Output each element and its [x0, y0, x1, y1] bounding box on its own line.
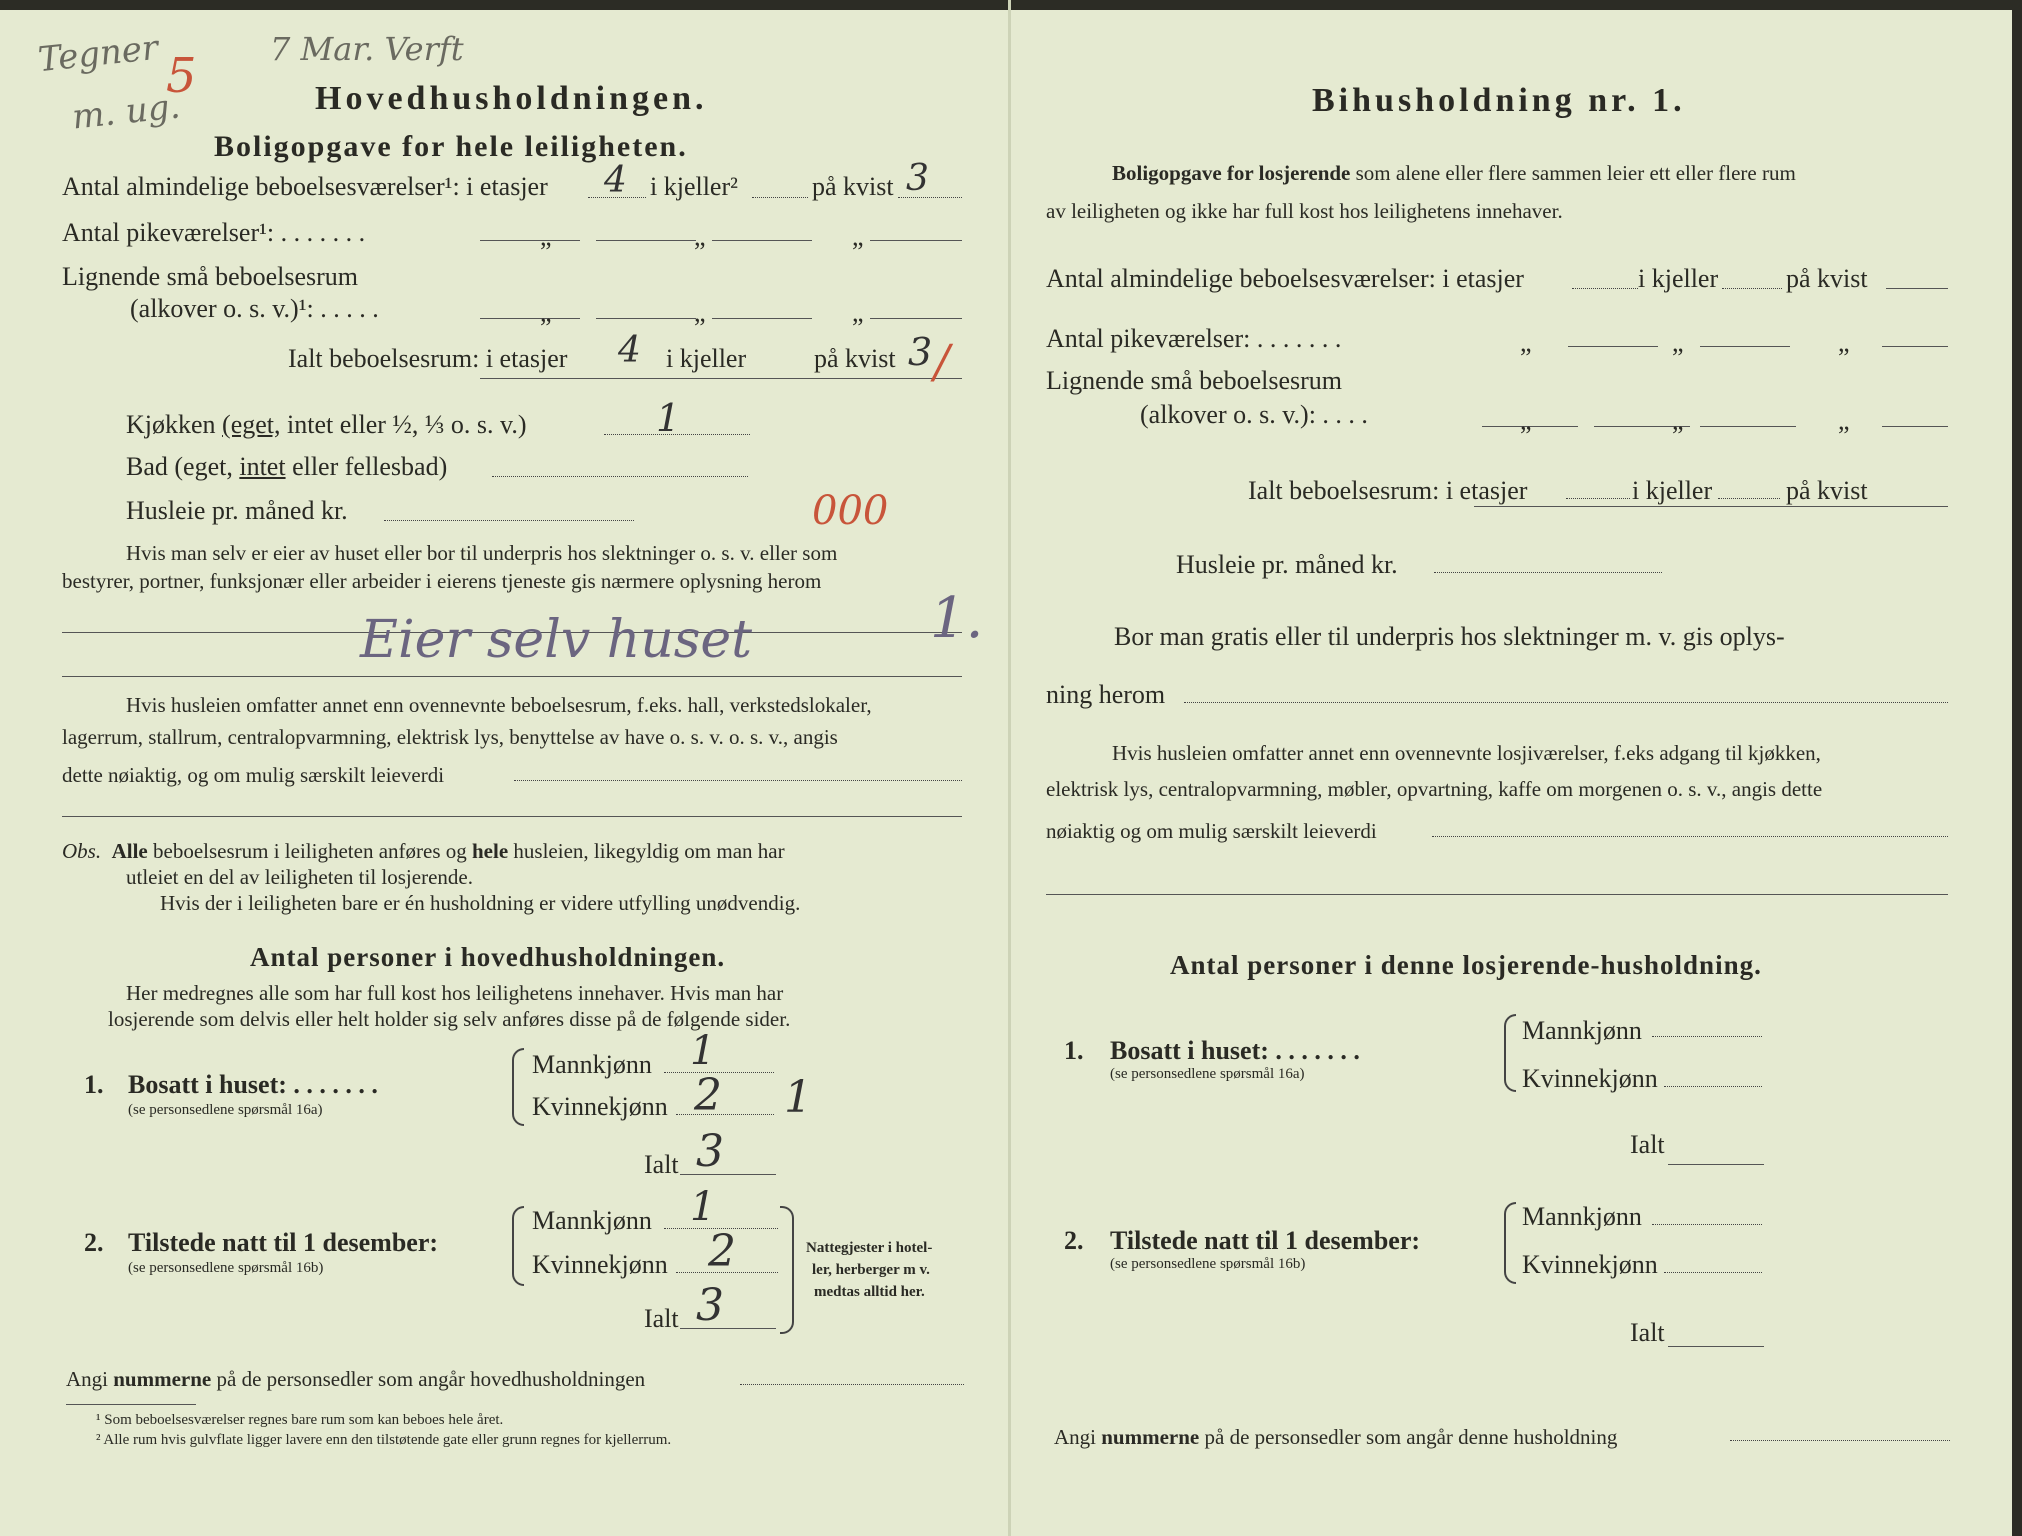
left-para2-a: Hvis husleien omfatter annet enn ovennevnte beboelsesrum, f.eks. hall, verkstedslokaler,: [126, 693, 872, 717]
left-footnote-2: ² Alle rum hvis gulvflate ligger lavere enn den tilstøtende gate eller grunn regnes for kjellerrum.: [96, 1432, 672, 1448]
right-q2-number: 2.: [1064, 1226, 1084, 1255]
left-bad-line: [492, 476, 748, 477]
right-q2-ialt-line: [1668, 1346, 1764, 1347]
right-q1-number: 1.: [1064, 1036, 1084, 1065]
scan-edge-right: [2012, 0, 2022, 1536]
right-angi-word: Angi: [1054, 1425, 1096, 1449]
left-para2-b: lagerrum, stallrum, centralopvarmning, elektrisk lys, benyttelse av have o. s. v. o. s. v., angis: [62, 725, 838, 749]
left-row2-quote-2: „: [694, 222, 706, 251]
left-obs-line-c: Hvis der i leiligheten bare er én husholdning er videre utfylling unødvendig.: [160, 891, 801, 915]
right-husleie-line: [1434, 572, 1662, 573]
right-para-c: nøiaktig og om mulig særskilt leieverdi: [1046, 819, 1377, 843]
hw-husleie-value: 000: [812, 488, 889, 534]
right-bor-line: [1184, 702, 1948, 703]
right-row2-quote-3: „: [1838, 328, 1850, 357]
left-kjokken-label: [126, 410, 527, 440]
page-fold: [1008, 0, 1011, 1536]
left-q1-label: Bosatt i huset: . . . . . . .: [128, 1070, 378, 1099]
right-q1-kvinne: Kvinnekjønn: [1522, 1064, 1658, 1093]
left-footnote-rule: [66, 1404, 196, 1405]
right-row2-etasjer-line: [1568, 346, 1658, 347]
hw-q1-mark: 1: [784, 1072, 812, 1123]
kjokken-options: intet eller ½, ⅓ o. s. v.): [287, 410, 527, 439]
left-q2-side-brace: [780, 1206, 794, 1334]
right-angi-text: på de personsedler som angår denne husholdning: [1204, 1425, 1618, 1449]
left-row3-quote-2: „: [694, 298, 706, 327]
hw-ialt-kvist-mark: /: [934, 334, 950, 388]
right-intro-b: av leiligheten og ikke har full kost hos leilighetens innehaver.: [1046, 199, 1563, 223]
handwritten-note-tegner: Tegner: [36, 27, 160, 81]
right-ialt-kjeller: i kjeller: [1632, 476, 1713, 505]
right-row1-kjeller: i kjeller: [1638, 264, 1719, 293]
left-angi-line: [66, 1366, 645, 1392]
right-q2-sub: (se personsedlene spørsmål 16b): [1110, 1256, 1306, 1272]
left-persons-b: losjerende som delvis eller helt holder sig selv anføres disse på de følgende sider.: [108, 1007, 791, 1031]
left-husleie-label: Husleie pr. måned kr.: [126, 496, 348, 525]
left-row3-kvist-line: [870, 318, 962, 319]
right-ialt-etasjer-line: [1566, 498, 1630, 499]
left-row1-kjeller: i kjeller²: [650, 172, 738, 201]
left-q2-label: Tilstede natt til 1 desember:: [128, 1228, 439, 1257]
hw-eier-note: Eier selv huset: [360, 610, 753, 670]
hw-etasjer-value: 4: [604, 160, 627, 201]
angi-word: Angi: [66, 1367, 108, 1391]
left-q1-sub: (se personsedlene spørsmål 16a): [128, 1102, 323, 1118]
obs-alle: Alle: [111, 839, 148, 863]
hw-eier-mark: 1.: [930, 586, 984, 651]
angi-text: på de personsedler som angår hovedhusholdningen: [216, 1367, 646, 1391]
right-q2-mann-line: [1652, 1224, 1762, 1225]
left-q2-number: 2.: [84, 1228, 104, 1257]
left-q2-ialt: Ialt: [644, 1304, 679, 1333]
left-ialt-label: Ialt beboelsesrum: i etasjer: [288, 344, 568, 373]
right-q2-label: Tilstede natt til 1 desember:: [1110, 1226, 1421, 1255]
right-intro-a: [1112, 160, 1796, 186]
right-q2-kvinne: Kvinnekjønn: [1522, 1250, 1658, 1279]
left-persons-a: Her medregnes alle som har full kost hos leilighetens innehaver. Hvis man har: [126, 981, 784, 1005]
obs-text-a: beboelsesrum i leiligheten anføres og: [153, 839, 467, 863]
left-q1-mann: Mannkjønn: [532, 1050, 652, 1079]
right-q1-ialt: Ialt: [1630, 1130, 1665, 1159]
left-q2-ialt-line: [680, 1328, 776, 1329]
left-para1-a: Hvis man selv er eier av huset eller bor til underpris hos slektninger o. s. v. eller som: [126, 541, 838, 565]
hw-q1-mann: 1: [690, 1028, 716, 1074]
left-q2-brace: [512, 1206, 524, 1286]
left-side-note-b: ler, herberger m v.: [812, 1262, 930, 1278]
right-row1-label: Antal almindelige beboelsesværelser: i etasjer: [1046, 264, 1524, 293]
handwritten-note-mug: m. ug.: [70, 86, 183, 138]
right-bor-a: Bor man gratis eller til underpris hos slektninger m. v. gis oplys-: [1114, 622, 1785, 651]
right-para-b: elektrisk lys, centralopvarmning, møbler, opvartning, kaffe om morgenen o. s. v., angis dette: [1046, 777, 1823, 801]
left-para1-b: bestyrer, portner, funksjonær eller arbeider i eierens tjeneste gis nærmere oplysning herom: [62, 569, 822, 593]
handwritten-note-verft: 7 Mar. Verft: [270, 30, 464, 68]
right-q1-brace: [1504, 1014, 1516, 1092]
left-side-note-c: medtas alltid her.: [814, 1284, 925, 1300]
right-para-line-1: [1432, 836, 1948, 837]
left-q1-brace: [512, 1048, 524, 1126]
left-q2-kvinne: Kvinnekjønn: [532, 1250, 668, 1279]
obs-text-b: husleien, likegyldig om man har: [513, 839, 785, 863]
left-para1-line-2: [62, 676, 962, 677]
handwritten-number-5: 5: [166, 48, 197, 104]
left-row3-label-a: Lignende små beboelsesrum: [62, 262, 359, 291]
right-para-line-2: [1046, 894, 1948, 895]
left-row3-etasjer-line: [480, 318, 580, 319]
bad-intet-underlined: intet: [239, 452, 286, 481]
left-row3-kvist-line-a: [712, 318, 812, 319]
kjokken-word: Kjøkken: [126, 410, 216, 439]
left-row2-quote-3: „: [852, 222, 864, 251]
hw-q2-ialt: 3: [696, 1280, 724, 1331]
right-row3-label-b: (alkover o. s. v.): . . . .: [1140, 400, 1368, 429]
left-row3-label-b: (alkover o. s. v.)¹: . . . . .: [130, 294, 379, 323]
right-row3-label-a: Lignende små beboelsesrum: [1046, 366, 1343, 395]
left-row3-kjeller-line: [596, 318, 696, 319]
obs-label: Obs.: [62, 839, 102, 863]
left-row3-quote-3: „: [852, 298, 864, 327]
left-row2-quote-1: „: [540, 222, 552, 251]
right-persons-title: Antal personer i denne losjerende-husholdning.: [1170, 950, 1762, 980]
right-q2-ialt: Ialt: [1630, 1318, 1665, 1347]
right-q1-mann: Mannkjønn: [1522, 1016, 1642, 1045]
left-obs-line-b: utleiet en del av leiligheten til losjerende.: [126, 865, 473, 889]
obs-hele: hele: [472, 839, 509, 863]
hw-q1-ialt: 3: [696, 1126, 724, 1177]
left-row1-kvist: på kvist: [812, 172, 894, 201]
right-row1-etasjer-line: [1572, 288, 1638, 289]
left-q1-ialt: Ialt: [644, 1150, 679, 1179]
angi-nummerne: nummerne: [113, 1367, 212, 1391]
right-row1-kjeller-line: [1722, 288, 1782, 289]
hw-q1-kvinne: 2: [694, 1070, 722, 1121]
right-row2-quote-1: „: [1520, 328, 1532, 357]
right-q1-label: Bosatt i huset: . . . . . . .: [1110, 1036, 1360, 1065]
hw-q2-mann: 1: [690, 1184, 716, 1230]
bad-word: Bad (eget,: [126, 452, 233, 481]
right-husleie-label: Husleie pr. måned kr.: [1176, 550, 1398, 579]
right-row2-quote-2: „: [1672, 328, 1684, 357]
right-intro-text: som alene eller flere sammen leier ett eller flere rum: [1355, 161, 1796, 185]
right-row2-kjeller-line: [1700, 346, 1790, 347]
left-q1-kvinne: Kvinnekjønn: [532, 1092, 668, 1121]
right-ialt-kjeller-line: [1718, 498, 1780, 499]
bad-options: eller fellesbad): [292, 452, 448, 481]
hw-q2-kvinne: 2: [708, 1226, 736, 1277]
right-row2-kvist-line: [1882, 346, 1948, 347]
right-row3-line-d: [1882, 426, 1948, 427]
left-row2-kvist-line-a: [712, 240, 812, 241]
left-para2-c: dette nøiaktig, og om mulig særskilt leieverdi: [62, 763, 445, 787]
right-ialt-label: Ialt beboelsesrum: i etasjer: [1248, 476, 1528, 505]
left-subtitle: Boligopgave for hele leiligheten.: [214, 130, 688, 163]
right-q1-kvinne-line: [1664, 1086, 1762, 1087]
left-para2-line-1: [514, 780, 962, 781]
left-bad-label: [126, 452, 447, 482]
left-row1-label: Antal almindelige beboelsesværelser¹: i etasjer: [62, 172, 548, 201]
right-q2-kvinne-line: [1664, 1272, 1762, 1273]
right-q2-brace: [1504, 1202, 1516, 1284]
left-ialt-kjeller: i kjeller: [666, 344, 747, 373]
right-intro-bold: Boligopgave for losjerende: [1112, 161, 1351, 185]
right-q1-sub: (se personsedlene spørsmål 16a): [1110, 1066, 1305, 1082]
left-husleie-line: [384, 520, 634, 521]
right-row1-kvist: på kvist: [1786, 264, 1868, 293]
right-ialt-underline: [1474, 506, 1948, 507]
left-persons-title: Antal personer i hovedhusholdningen.: [250, 942, 726, 972]
hw-kjokken-value: 1: [656, 396, 681, 440]
right-para-a: Hvis husleien omfatter annet enn ovennevnte losjiværelser, f.eks adgang til kjøkken,: [1112, 741, 1821, 765]
hw-ialt-etasjer: 4: [618, 330, 641, 371]
right-row3-line-c: [1700, 426, 1796, 427]
left-q1-kvinne-line: [676, 1114, 774, 1115]
kjokken-eget-underlined: (eget,: [222, 410, 281, 439]
left-q2-sub: (se personsedlene spørsmål 16b): [128, 1260, 324, 1276]
right-row1-kvist-line: [1886, 288, 1948, 289]
left-angi-line-fill: [740, 1384, 964, 1385]
left-q1-number: 1.: [84, 1070, 104, 1099]
left-row2-kvist-line: [870, 240, 962, 241]
right-row2-label: Antal pikeværelser: . . . . . . .: [1046, 324, 1342, 353]
left-para2-line-2: [62, 816, 962, 817]
left-row2-kjeller-line: [596, 240, 696, 241]
right-ialt-kvist: på kvist: [1786, 476, 1868, 505]
right-angi-line-fill: [1730, 1440, 1950, 1441]
left-footnote-1: ¹ Som beboelsesværelser regnes bare rum som kan beboes hele året.: [96, 1412, 504, 1428]
left-ialt-kvist: på kvist: [814, 344, 896, 373]
left-q1-ialt-line: [680, 1174, 776, 1175]
right-row3-quote-3: „: [1838, 406, 1850, 435]
right-q1-mann-line: [1652, 1036, 1762, 1037]
left-obs-line-a: [62, 838, 785, 864]
right-row3-quote-1: „: [1520, 406, 1532, 435]
scan-edge-top: [0, 0, 2022, 10]
hw-ialt-kvist: 3: [908, 330, 933, 374]
left-row1-kjeller-line: [752, 197, 808, 198]
left-ialt-underline: [480, 378, 962, 379]
right-q1-ialt-line: [1668, 1164, 1764, 1165]
left-row3-quote-1: „: [540, 298, 552, 327]
left-row2-label: Antal pikeværelser¹: . . . . . . .: [62, 218, 366, 247]
right-title: Bihusholdning nr. 1.: [1312, 82, 1686, 119]
right-angi-line: [1054, 1424, 1617, 1450]
right-bor-b: ning herom: [1046, 680, 1166, 709]
hw-kvist-value: 3: [906, 158, 929, 199]
left-row2-etasjer-line: [480, 240, 580, 241]
left-title: Hovedhusholdningen.: [315, 80, 708, 117]
right-q2-mann: Mannkjønn: [1522, 1202, 1642, 1231]
right-row3-quote-2: „: [1672, 406, 1684, 435]
left-side-note-a: Nattegjester i hotel-: [806, 1240, 933, 1256]
right-angi-nummerne: nummerne: [1101, 1425, 1200, 1449]
left-q2-mann: Mannkjønn: [532, 1206, 652, 1235]
